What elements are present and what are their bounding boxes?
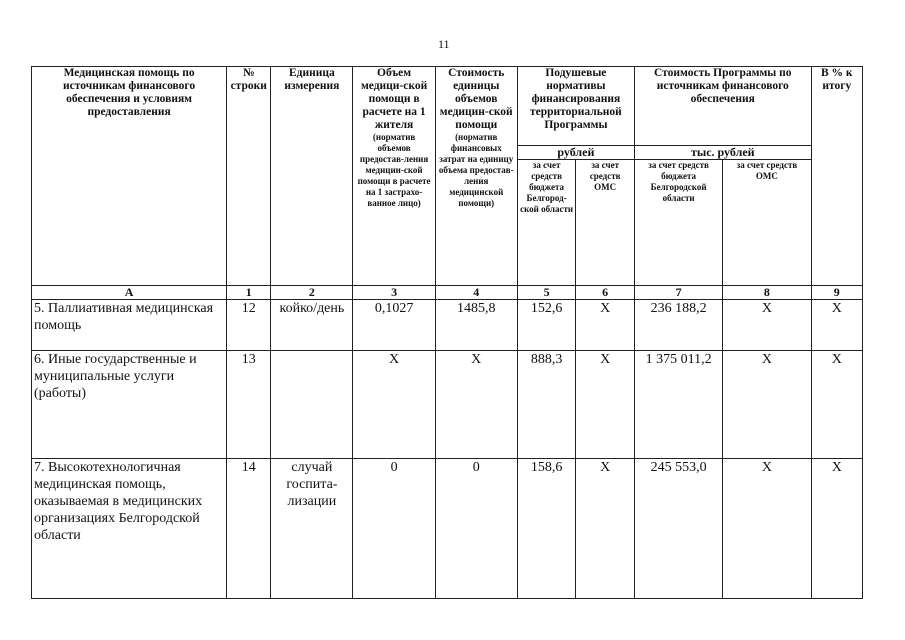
row-oms-per-capita: Х [576, 459, 635, 599]
row-oms-total: Х [723, 459, 811, 599]
row-budget-per-capita: 152,6 [517, 300, 576, 351]
row-oms-per-capita: Х [576, 351, 635, 459]
header-unit: Единица измерения [271, 67, 353, 286]
program-cost-table [31, 66, 863, 599]
header-unit-cost [435, 67, 517, 286]
header-oms-total: за счет средств ОМС [723, 160, 811, 286]
page-number: 11 [438, 37, 450, 51]
column-index: А [32, 286, 227, 300]
header-percent: В % к итогу [811, 67, 862, 286]
row-budget-total: 1 375 011,2 [634, 351, 722, 459]
row-unit [271, 351, 353, 459]
row-line-number: 12 [227, 300, 271, 351]
column-index: 7 [634, 286, 722, 300]
row-volume: 0,1027 [353, 300, 435, 351]
header-line-number: № строки [227, 67, 271, 286]
header-unit-cost-main: Стоимость единицы объемов медицин-ской помощи [439, 67, 513, 131]
header-medical-care-type: Медицинская помощь по источникам финансового обеспечения и условиям предоставления [32, 67, 227, 286]
table-row [32, 300, 863, 351]
row-volume: Х [353, 351, 435, 459]
row-percent: Х [811, 351, 862, 459]
header-volume-note: (норматив объемов предостав-ления медицин-ской помощи в расчете на 1 застрахо-ванное лицо) [357, 132, 431, 208]
header-budget-total: за счет средств бюджета Белгородской области [634, 160, 722, 286]
row-name: 6. Иные государственные и муниципальные услуги (работы) [32, 351, 227, 459]
row-oms-total: Х [723, 300, 811, 351]
column-index: 6 [576, 286, 635, 300]
header-per-capita-group: Подушевые нормативы финансирования территориальной Программы [517, 67, 634, 146]
row-name: 7. Высокотехнологичная медицинская помощь, оказываемая в медицинских организациях Белгородской области [32, 459, 227, 599]
row-unit-cost: Х [435, 351, 517, 459]
row-oms-per-capita: Х [576, 300, 635, 351]
column-index: 2 [271, 286, 353, 300]
row-line-number: 13 [227, 351, 271, 459]
row-unit: случай госпита-лизации [271, 459, 353, 599]
header-units-thousand-rubles: тыс. рублей [634, 146, 811, 160]
header-program-cost-group: Стоимость Программы по источникам финансового обеспечения [634, 67, 811, 146]
row-name: 5. Паллиативная медицинская помощь [32, 300, 227, 351]
column-index: 3 [353, 286, 435, 300]
column-index-row [32, 286, 863, 300]
row-percent: Х [811, 459, 862, 599]
row-budget-total: 245 553,0 [634, 459, 722, 599]
column-index: 9 [811, 286, 862, 300]
table-row [32, 459, 863, 599]
column-index: 8 [723, 286, 811, 300]
column-index: 1 [227, 286, 271, 300]
row-unit: койко/день [271, 300, 353, 351]
header-oms-per-capita: за счет средств ОМС [576, 160, 635, 286]
row-budget-total: 236 188,2 [634, 300, 722, 351]
row-budget-per-capita: 888,3 [517, 351, 576, 459]
row-unit-cost: 0 [435, 459, 517, 599]
row-budget-per-capita: 158,6 [517, 459, 576, 599]
column-index: 5 [517, 286, 576, 300]
row-volume: 0 [353, 459, 435, 599]
row-oms-total: Х [723, 351, 811, 459]
header-units-rubles: рублей [517, 146, 634, 160]
header-volume-main: Объем медици-ской помощи в расчете на 1 жителя [360, 67, 428, 131]
row-line-number: 14 [227, 459, 271, 599]
row-percent: Х [811, 300, 862, 351]
column-index: 4 [435, 286, 517, 300]
row-unit-cost: 1485,8 [435, 300, 517, 351]
table-row [32, 351, 863, 459]
header-unit-cost-note: (норматив финансовых затрат на единицу объема предостав-ления медицинской помощи) [438, 132, 514, 208]
header-budget-per-capita: за счет средств бюджета Белгород-ской области [517, 160, 576, 286]
header-volume [353, 67, 435, 286]
